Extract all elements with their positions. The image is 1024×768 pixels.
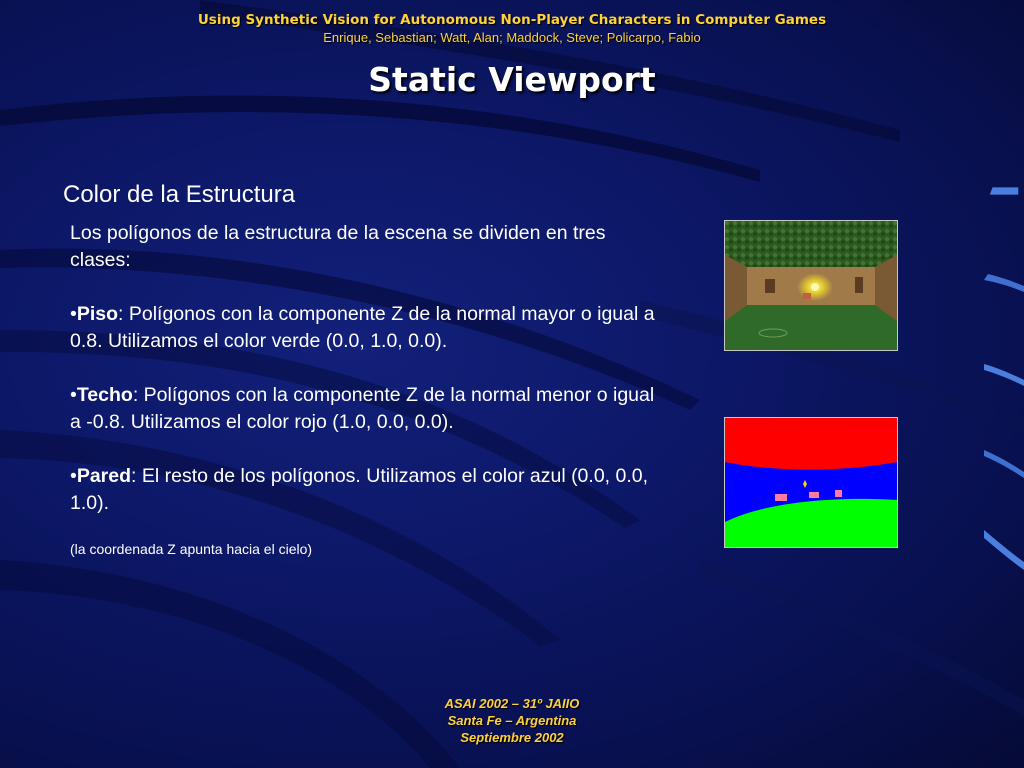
decorative-right-mark <box>984 274 1024 292</box>
footer-event: ASAI 2002 – 31º JAIIO <box>444 696 580 711</box>
intro-text: Los polígonos de la estructura de la escena se dividen en tres clases: <box>70 222 606 271</box>
bullet-glyph: • <box>70 465 77 487</box>
decorative-right-mark <box>984 186 1024 196</box>
bullet-item-pared <box>70 463 670 517</box>
flat-color-scene-image <box>724 417 898 548</box>
bullet-term: Pared <box>76 465 132 487</box>
footer <box>0 695 1024 746</box>
3d-game-scene-flat-colors-icon <box>725 418 897 547</box>
footer-location: Santa Fe – Argentina <box>447 713 577 728</box>
decorative-right-mark <box>984 364 1024 386</box>
authors: Enrique, Sebastian; Watt, Alan; Maddock, Steve; Policarpo, Fabio <box>323 30 701 45</box>
bullet-text: : Polígonos con la componente Z de la normal mayor o igual a 0.8. Utilizamos el color verde (0.0, 1.0, 0.0). <box>70 303 655 352</box>
bullet-term: Techo <box>76 384 133 406</box>
decorative-right-mark <box>984 530 1024 570</box>
bullet-item-piso <box>70 301 670 355</box>
footer-date: Septiembre 2002 <box>460 730 564 745</box>
bullet-glyph: • <box>70 384 77 406</box>
bullet-text: : El resto de los polígonos. Utilizamos el color azul (0.0, 0.0, 1.0). <box>70 465 649 514</box>
slide-title: Static Viewport <box>368 60 656 99</box>
decorative-right-mark <box>984 450 1024 478</box>
bullet-item-techo <box>70 382 670 436</box>
bullet-text: : Polígonos con la componente Z de la normal menor o igual a -0.8. Utilizamos el color rojo (1.0, 0.0, 0.0). <box>70 384 655 433</box>
slide-content <box>70 220 670 585</box>
bullet-term: Piso <box>76 303 119 325</box>
section-heading: Color de la Estructura <box>63 181 296 208</box>
textured-scene-image <box>724 220 898 351</box>
z-axis-note: (la coordenada Z apunta hacia el cielo) <box>70 541 313 557</box>
bullet-glyph: • <box>70 303 77 325</box>
3d-game-scene-textured-icon <box>725 221 897 350</box>
paper-title: Using Synthetic Vision for Autonomous Non-Player Characters in Computer Games <box>197 12 827 28</box>
header <box>0 12 1024 45</box>
